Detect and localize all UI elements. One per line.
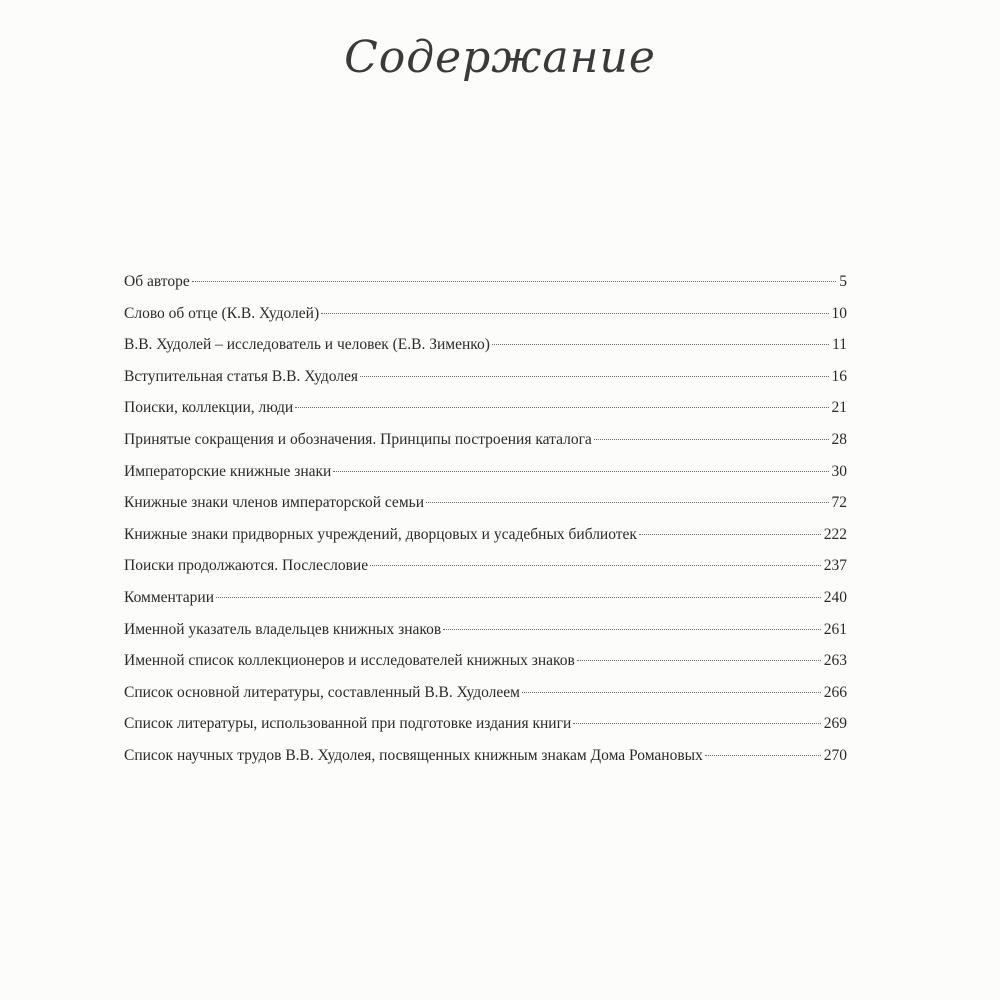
toc-entry-label: Слово об отце (К.В. Худолей)	[124, 304, 320, 322]
toc-entry-page-number: 16	[831, 367, 847, 385]
toc-entry-label: Поиски продолжаются. Послесловие	[124, 557, 369, 575]
toc-entry-page-number: 30	[831, 462, 847, 480]
toc-entry	[124, 740, 847, 772]
dot-leader	[522, 692, 821, 693]
toc-entry-label: Комментарии	[124, 588, 214, 606]
dot-leader	[333, 471, 828, 472]
toc-entry-label: Об авторе	[124, 273, 190, 290]
dot-leader	[216, 597, 821, 598]
toc-entry	[124, 645, 847, 677]
toc-entry-label: Именной указатель владельцев книжных знаков	[124, 620, 442, 638]
dot-leader	[192, 281, 837, 282]
dot-leader	[443, 629, 821, 630]
toc-entry-page-number: 72	[831, 494, 847, 512]
dot-leader	[321, 313, 828, 314]
toc-entry-label: В.В. Худолей – исследователь и человек (Е.В. Зименко)	[124, 336, 490, 354]
toc-entry	[124, 456, 847, 488]
toc-entry	[124, 298, 847, 330]
toc-entry-label: Книжные знаки членов императорской семьи	[124, 494, 424, 512]
table-of-contents	[124, 266, 847, 772]
toc-entry-page-number: 269	[823, 715, 847, 733]
toc-entry	[124, 582, 847, 614]
toc-entry	[124, 708, 847, 740]
toc-entry	[124, 677, 847, 709]
toc-entry-page-number: 266	[823, 683, 847, 701]
toc-entry	[124, 424, 847, 456]
toc-entry-label: Список основной литературы, составленный В.В. Худолеем	[124, 683, 520, 701]
toc-entry-label: Список научных трудов В.В. Худолея, посвященных книжным знакам Дома Романовых	[124, 746, 703, 764]
toc-entry	[124, 392, 847, 424]
toc-entry	[124, 266, 847, 298]
toc-entry-page-number: 11	[832, 336, 847, 354]
toc-entry-page-number: 10	[831, 304, 847, 322]
toc-entry-page-number: 240	[823, 588, 847, 606]
toc-entry-label: Книжные знаки придворных учреждений, дворцовых и усадебных библиотек	[124, 525, 637, 543]
toc-entry-label: Список литературы, использованной при подготовке издания книги	[124, 715, 572, 733]
toc-entry-label: Именной список коллекционеров и исследователей книжных знаков	[124, 652, 575, 670]
dot-leader	[639, 534, 821, 535]
page-title: Содержание	[344, 32, 656, 83]
toc-entry	[124, 361, 847, 393]
toc-entry-page-number: 5	[839, 273, 847, 290]
dot-leader	[705, 755, 821, 756]
toc-entry-page-number: 263	[823, 652, 847, 670]
toc-entry-label: Императорские книжные знаки	[124, 462, 332, 480]
dot-leader	[360, 376, 828, 377]
toc-entry-page-number: 270	[823, 746, 847, 764]
dot-leader	[295, 407, 828, 408]
toc-entry	[124, 329, 847, 361]
toc-entry-page-number: 261	[823, 620, 847, 638]
toc-entry-label: Поиски, коллекции, люди	[124, 399, 294, 417]
toc-entry-page-number: 237	[823, 557, 847, 575]
toc-entry-page-number: 21	[831, 399, 847, 417]
dot-leader	[573, 723, 821, 724]
dot-leader	[426, 502, 829, 503]
toc-entry	[124, 487, 847, 519]
toc-entry	[124, 550, 847, 582]
dot-leader	[370, 565, 821, 566]
dot-leader	[492, 344, 829, 345]
toc-entry	[124, 614, 847, 646]
dot-leader	[577, 660, 821, 661]
dot-leader	[594, 439, 829, 440]
toc-entry-page-number: 222	[823, 525, 847, 543]
toc-entry	[124, 519, 847, 551]
toc-entry-page-number: 28	[831, 430, 847, 448]
toc-entry-label: Вступительная статья В.В. Худолея	[124, 367, 359, 385]
toc-entry-label: Принятые сокращения и обозначения. Принципы построения каталога	[124, 430, 592, 448]
